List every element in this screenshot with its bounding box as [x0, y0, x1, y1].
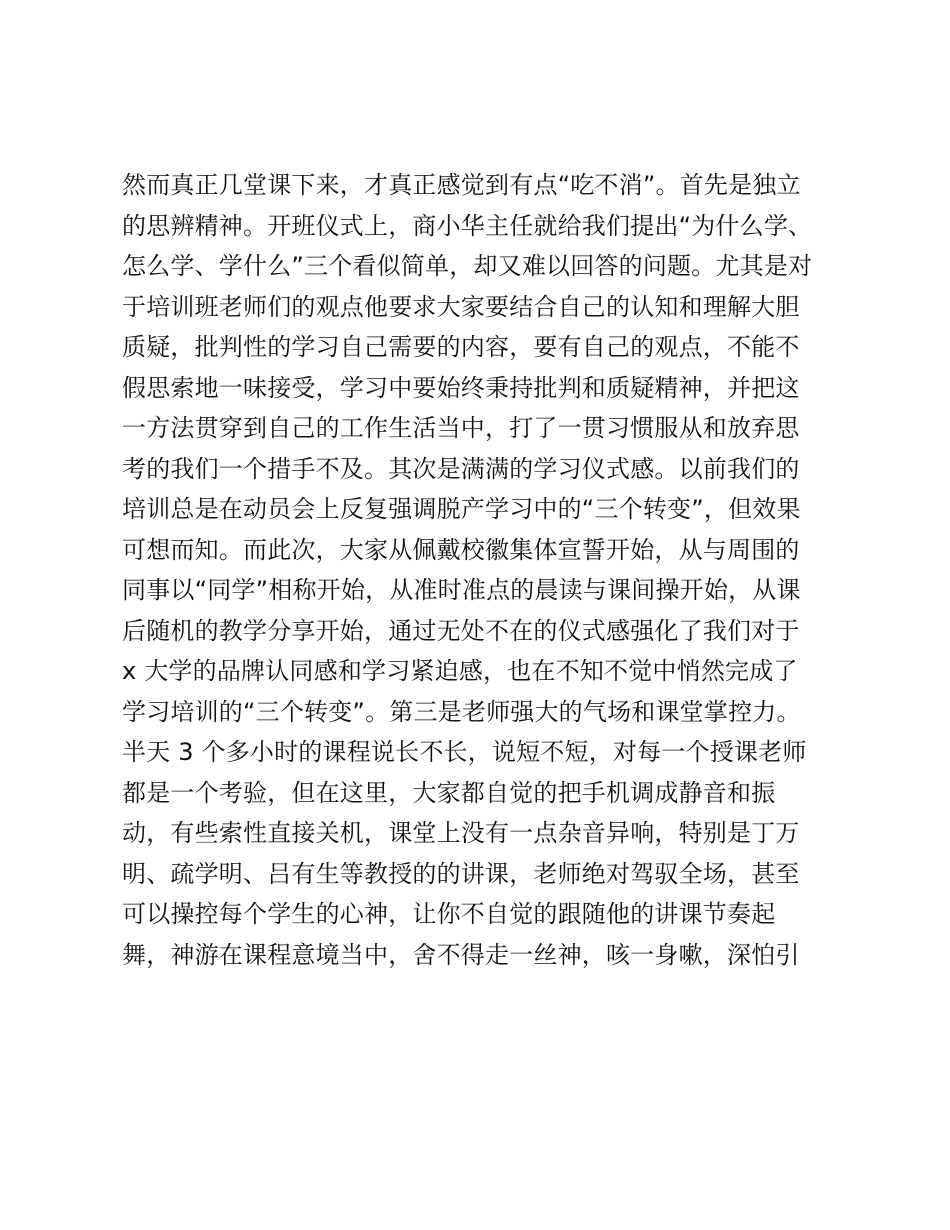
body-paragraph	[122, 165, 842, 975]
text-line-4: 于培训班老师们的观点他要求大家要结合自己的认知和理解大胆	[122, 292, 800, 321]
text-line-1: 然而真正几堂课下来，才真正感觉到有点“吃不消”。首先是独立	[122, 171, 801, 199]
text-line-5: 质疑，批判性的学习自己需要的内容，要有自己的观点，不能不	[122, 333, 800, 361]
text-line-11: 同事以“同学”相称开始，从准时准点的晨读与课间操开始，从课	[122, 576, 801, 604]
text-line-13: x 大学的品牌认同感和学习紧迫感，也在不知不觉中悄然完成了	[122, 657, 798, 685]
text-line-15: 半天 3 个多小时的课程说长不长，说短不短，对每一个授课老师	[122, 738, 807, 766]
text-line-8: 考的我们一个措手不及。其次是满满的学习仪式感。以前我们的	[122, 454, 800, 483]
text-line-7: 一方法贯穿到自己的工作生活当中，打了一贯习惯服从和放弃思	[122, 414, 800, 442]
text-line-18: 明、疏学明、吕有生等教授的的讲课，老师绝对驾驭全场，甚至	[122, 859, 800, 888]
text-line-16: 都是一个考验，但在这里，大家都自觉的把手机调成静音和振	[122, 778, 776, 807]
text-line-14: 学习培训的“三个转变”。第三是老师强大的气场和课堂掌控力。	[122, 697, 801, 726]
text-line-19: 可以操控每个学生的心神，让你不自觉的跟随他的讲课节奏起	[122, 900, 776, 928]
text-line-9: 培训总是在动员会上反复强调脱产学习中的“三个转变”，但效果	[122, 495, 801, 523]
text-line-2: 的思辨精神。开班仪式上，商小华主任就给我们提出“为什么学、	[122, 211, 813, 240]
text-line-12: 后随机的教学分享开始，通过无处不在的仪式感强化了我们对于	[122, 616, 800, 645]
text-line-20: 舞，神游在课程意境当中，舍不得走一丝神，咳一身嗽，深怕引	[122, 940, 800, 969]
text-line-10: 可想而知。而此次，大家从佩戴校徽集体宣誓开始，从与周围的	[122, 535, 800, 564]
text-line-3: 怎么学、学什么”三个看似简单，却又难以回答的问题。尤其是对	[122, 252, 813, 280]
text-line-17: 动，有些索性直接关机，课堂上没有一点杂音异响，特别是丁万	[122, 819, 800, 847]
text-line-6: 假思索地一味接受，学习中要始终秉持批判和质疑精神，并把这	[122, 373, 800, 402]
